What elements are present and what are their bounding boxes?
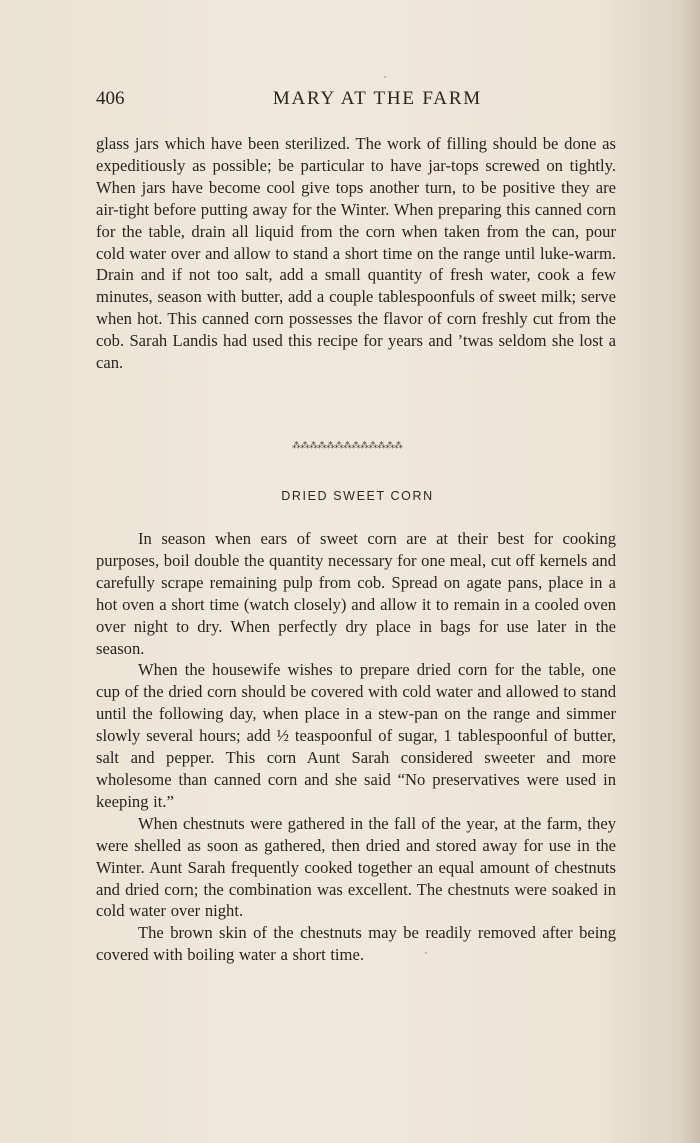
body-paragraph: In season when ears of sweet corn are at their best for cooking purposes, boil double the quantity necessary for one meal, cut off kernels and carefully scrape remaining pulp from cob. Spread on agate pans, place in a hot oven a short time (watch closely) and allow it to remain in a cooled oven over night to dry. When perfectly dry place in bags for use later in the season. xyxy=(96,529,616,658)
ornament-divider: ⁂⁂⁂⁂⁂⁂⁂⁂⁂⁂⁂⁂⁂ xyxy=(292,441,403,451)
continued-paragraph-block xyxy=(96,133,616,374)
running-head xyxy=(96,88,482,116)
section-body xyxy=(96,528,616,966)
body-paragraph: The brown skin of the chestnuts may be readily removed after being covered with boiling water a short time. xyxy=(96,923,616,965)
body-paragraph: When chestnuts were gathered in the fall of the year, at the farm, they were shelled as soon as gathered, then dried and stored away for use in the Winter. Aunt Sarah frequently cooked together an equal amount of chestnuts and dried corn; the combination was excellent. The chestnuts were soaked in cold water over night. xyxy=(96,813,616,921)
continued-paragraph: glass jars which have been sterilized. The work of filling should be done as expeditiously as possible; be particular to have jar-tops screwed on tightly. When jars have become cool give tops another turn, to be positive they are air-tight before putting away for the Winter. When preparing this canned corn for the table, drain all liquid from the corn when taken from the can, pour cold water over and allow to stand a short time on the range until luke-warm. Drain and if not too salt, add a small quantity of fresh water, cook a few minutes, season with butter, add a couple tablespoonfuls of sweet milk; serve when hot. This canned corn possesses the flavor of corn freshly cut from the cob. Sarah Landis had used this recipe for years and ’twas seldom she lost a can. xyxy=(96,134,616,373)
section-heading: DRIED SWEET CORN xyxy=(281,489,434,503)
book-title: MARY AT THE FARM xyxy=(272,88,482,109)
paper-speck xyxy=(384,76,386,78)
body-paragraph: When the housewife wishes to prepare dried corn for the table, one cup of the dried corn should be covered with cold water and allowed to stand until the following day, when place in a stew-pan on the range and simmer slowly several hours; add ½ teaspoonful of sugar, 1 tablespoonful of butter, salt and pepper. This corn Aunt Sarah considered sweeter and more wholesome than canned corn and she said “No preservatives were used in keeping it.” xyxy=(96,660,616,811)
page-number: 406 xyxy=(96,88,125,109)
